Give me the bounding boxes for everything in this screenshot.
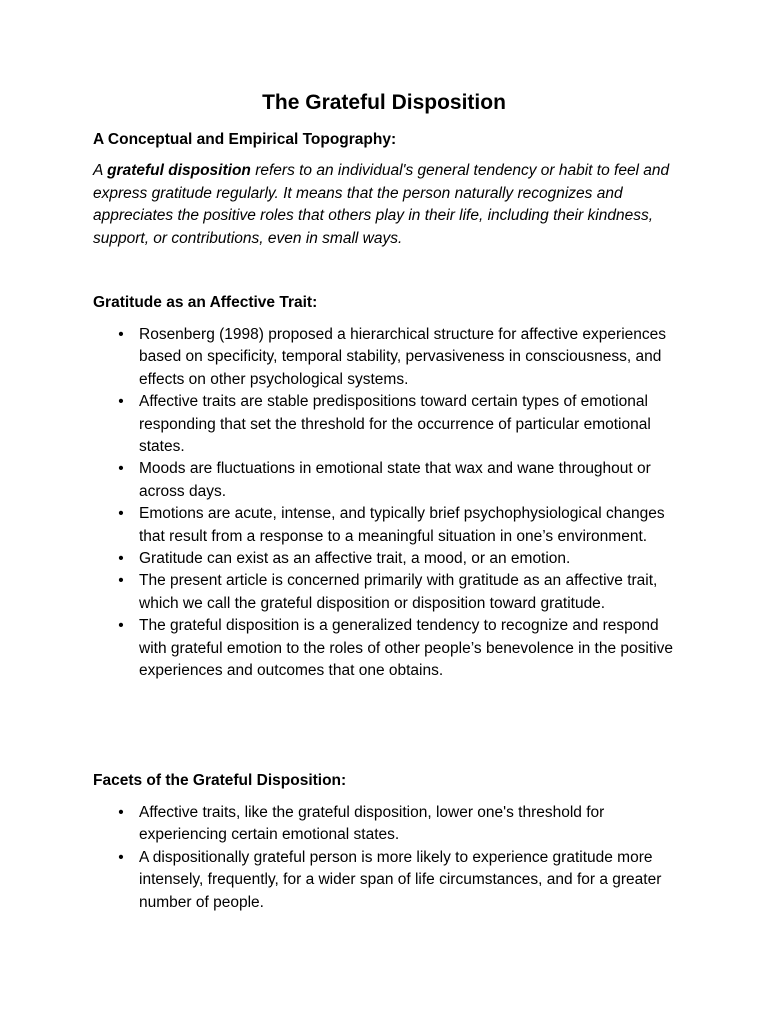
bullet-list-affective-trait — [93, 324, 683, 683]
document-subtitle: A Conceptual and Empirical Topography: — [93, 131, 397, 148]
list-item — [93, 548, 683, 570]
bullet-icon: • — [118, 550, 124, 568]
list-item — [93, 802, 683, 847]
bullet-icon: • — [118, 326, 124, 343]
bullet-icon: • — [118, 393, 124, 411]
bullet-icon: • — [118, 804, 124, 821]
bullet-icon: • — [118, 572, 124, 590]
list-item-text: The grateful disposition is a generalized tendency to recognize and respond with grateful emotion to the roles of other people’s benevolence in the positive experiences and outcomes that one obtains. — [139, 617, 673, 680]
list-item — [93, 391, 683, 458]
bullet-list-facets — [93, 802, 683, 914]
list-item — [93, 324, 683, 391]
list-item-text: The present article is concerned primarily with gratitude as an affective trait, which we call the grateful disposition or disposition toward gratitude. — [139, 572, 658, 612]
list-item-text: Rosenberg (1998) proposed a hierarchical structure for affective experiences based on specificity, temporal stability, pervasiveness in consciousness, and effects on other psychological systems. — [139, 326, 666, 388]
section-heading-facets: Facets of the Grateful Disposition: — [93, 772, 347, 789]
intro-term: grateful disposition — [107, 162, 251, 179]
intro-prefix: A — [93, 162, 108, 179]
document-title: The Grateful Disposition — [262, 91, 506, 114]
list-item-text: Emotions are acute, intense, and typically brief psychophysiological changes that result from a response to a meaningful situation in one’s environment. — [139, 505, 665, 545]
bullet-icon: • — [118, 617, 124, 635]
bullet-icon: • — [118, 460, 124, 478]
list-item — [93, 458, 683, 503]
section-heading-affective-trait: Gratitude as an Affective Trait: — [93, 294, 318, 311]
bullet-icon: • — [118, 848, 124, 866]
bullet-icon: • — [118, 505, 124, 523]
list-item — [93, 847, 683, 914]
intro-paragraph — [93, 160, 683, 250]
intro-text: refers to an individual's general tendency or habit to feel and express gratitude regularly. It means that the person naturally recognizes and appreciates the positive roles that others play in their life, including their kindness, support, or contributions, even in small ways. — [93, 162, 670, 247]
list-item — [93, 570, 683, 615]
list-item-text: Moods are fluctuations in emotional state that wax and wane throughout or across days. — [139, 460, 651, 500]
list-item-text: Affective traits are stable predispositions toward certain types of emotional responding that set the threshold for the occurrence of particular emotional states. — [139, 393, 651, 456]
list-item-text: A dispositionally grateful person is more likely to experience gratitude more intensely, frequently, for a wider span of life circumstances, and for a greater number of people. — [139, 848, 662, 911]
list-item-text: Affective traits, like the grateful disposition, lower one's threshold for experiencing certain emotional states. — [139, 804, 605, 844]
list-item — [93, 503, 683, 548]
list-item — [93, 615, 683, 682]
list-item-text: Gratitude can exist as an affective trait, a mood, or an emotion. — [139, 550, 571, 568]
